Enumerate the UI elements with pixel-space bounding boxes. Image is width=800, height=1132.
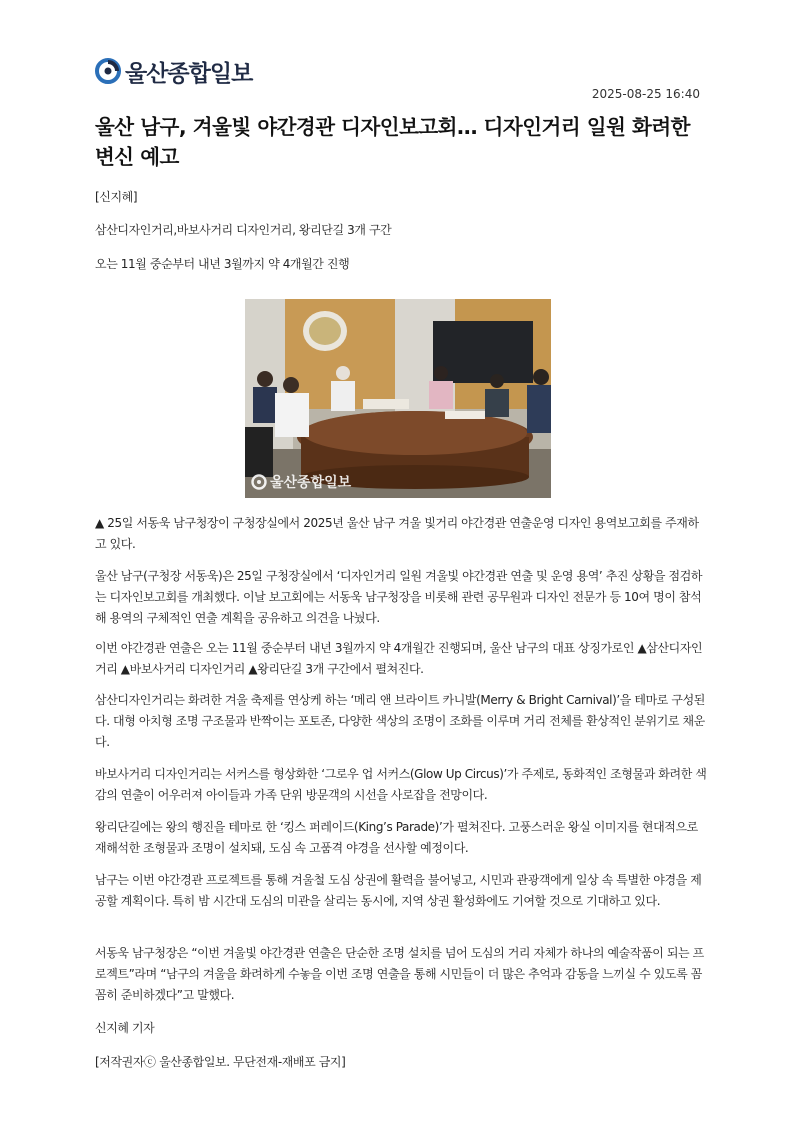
paragraph-3: 삼산디자인거리는 화려한 겨울 축제를 연상케 하는 ‘메리 앤 브라이트 카니발(Merry & Bright Carnival)’을 테마로 구성된다. 대형 아치형 조명 구조물과 반짝이는 포토존, 다양한 색상의 조명이 조화를 이루며 거리 전체를 환상적인 분위기로 채운다. [95,693,705,749]
site-logo[interactable] [95,56,252,86]
paragraph-7: 서동욱 남구청장은 “이번 겨울빛 야간경관 연출은 단순한 조명 설치를 넘어 도심의 거리 자체가 하나의 예술작품이 되는 프로젝트”라며 “남구의 겨울을 화려하게 수놓을 이번 조명 연출을 통해 시민들이 더 많은 추억과 감동을 느끼실 수 있도록 꼼꼼히 준비하겠다”고 말했다. [95,946,704,1002]
article-title: 울산 남구, 겨울빛 야간경관 디자인보고회… 디자인거리 일원 화려한 변신 예고 [95,115,690,169]
paragraph-4: 바보사거리 디자인거리는 서커스를 형상화한 ‘그로우 업 서커스(Glow Up Circus)’가 주제로, 동화적인 조형물과 화려한 색감의 연출이 어우러져 아이들과 가족 단위 방문객의 시선을 사로잡을 전망이다. [95,767,707,802]
paragraph-5: 왕리단길에는 왕의 행진을 테마로 한 ‘킹스 퍼레이드(King’s Parade)’가 펼쳐진다. 고풍스러운 왕실 이미지를 현대적으로 재해석한 조형물과 조명이 설치돼, 도심 속 고품격 야경을 선사할 예정이다. [95,820,698,855]
meeting-room-image [245,299,551,498]
copyright-notice: [저작권자ⓒ 울산종합일보. 무단전재-재배포 금지] [95,1055,346,1069]
photo-watermark [251,472,351,492]
subheadline-1: 삼산디자인거리,바보사거리 디자인거리, 왕리단길 3개 구간 [95,223,392,237]
swirl-logo-icon [95,58,121,84]
swirl-logo-icon [251,474,267,490]
logo-text: 울산종합일보 [125,60,253,87]
paragraph-1: 울산 남구(구청장 서동욱)은 25일 구청장실에서 ‘디자인거리 일원 겨울빛 야간경관 연출 및 운영 용역’ 추진 상황을 점검하는 디자인보고회를 개최했다. 이날 보고회에는 서동욱 남구청장을 비롯해 관련 공무원과 디자인 전문가 등 10여 명이 참석해 용역의 구체적인 연출 계획을 공유하고 의견을 나눴다. [95,569,703,625]
paragraph-2: 이번 야간경관 연출은 오는 11월 중순부터 내년 3월까지 약 4개월간 진행되며, 울산 남구의 대표 상징가로인 ▲삼산디자인거리 ▲바보사거리 디자인거리 ▲왕리단길 3개 구간에서 펼쳐진다. [95,641,703,676]
photo-caption: ▲ 25일 서동욱 남구청장이 구청장실에서 2025년 울산 남구 겨울 빛거리 야간경관 연출운영 디자인 용역보고회를 주재하고 있다. [95,516,699,551]
publish-date: 2025-08-25 16:40 [591,87,700,101]
watermark-text: 울산종합일보 [270,475,352,491]
reporter-name: 신지혜 기자 [95,1021,155,1035]
article-photo [245,299,551,498]
paragraph-6: 남구는 이번 야간경관 프로젝트를 통해 겨울철 도심 상권에 활력을 불어넣고, 시민과 관광객에게 일상 속 특별한 야경을 제공할 계획이다. 특히 밤 시간대 도심의 미관을 살리는 동시에, 지역 상권 활성화에도 기여할 것으로 기대하고 있다. [95,873,702,908]
subheadline-2: 오는 11월 중순부터 내년 3월까지 약 4개월간 진행 [95,257,350,271]
byline: [신지혜] [95,190,138,204]
